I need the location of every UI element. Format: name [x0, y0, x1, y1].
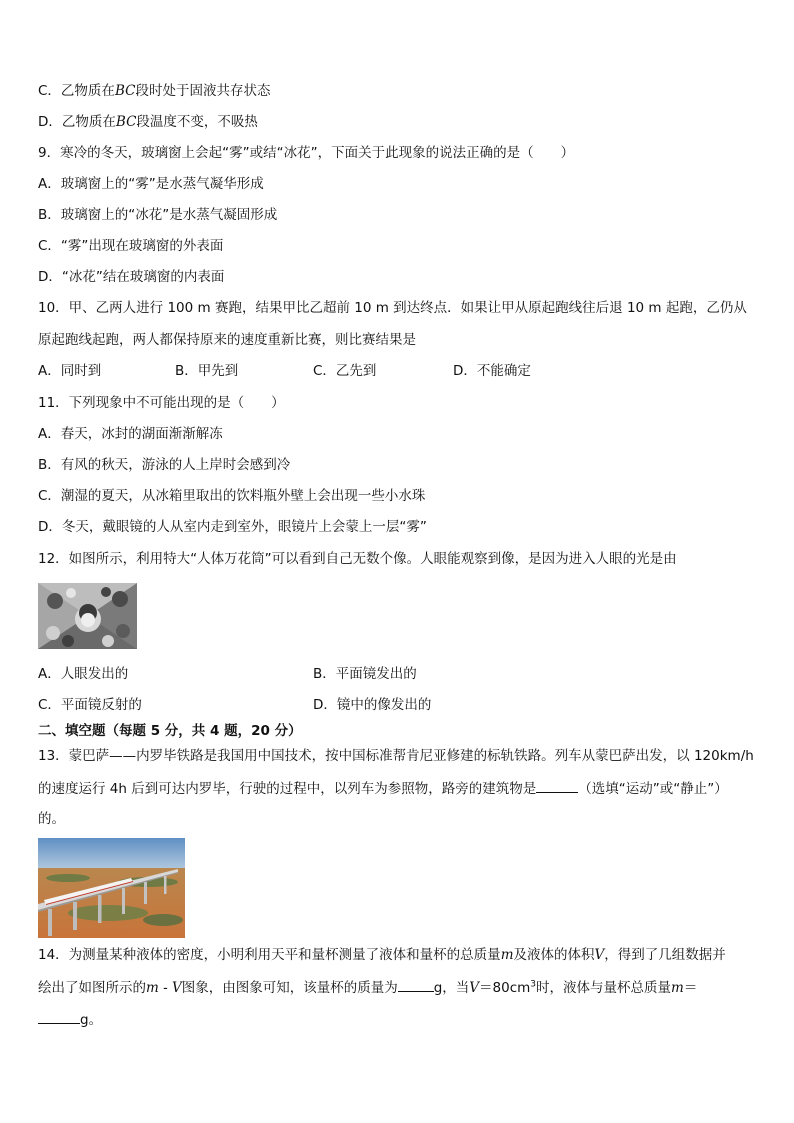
- var-m: m: [500, 947, 514, 963]
- q10-stem-line2: 原起跑线起跑，两人都保持原来的速度重新比赛，则比赛结果是: [38, 332, 416, 348]
- q11-stem: 11．下列现象中不可能出现的是（ ）: [38, 395, 285, 411]
- var-v: V: [469, 980, 480, 996]
- q10-option-b: B．甲先到: [175, 363, 239, 379]
- q14-stem-line3: g。: [38, 1009, 102, 1030]
- var-bc: BC: [115, 114, 137, 130]
- q10-option-c: C．乙先到: [313, 363, 377, 379]
- q9-stem: 9．寒冷的冬天，玻璃窗上会起“雾”或结“冰花”，下面关于此现象的说法正确的是（ ）: [38, 145, 575, 161]
- kaleidoscope-photo: [38, 583, 137, 649]
- var-v: V: [594, 947, 605, 963]
- q11-option-a: A．春天，冰封的湖面渐渐解冻: [38, 426, 223, 442]
- q13-stem-line1: 13．蒙巴萨——内罗毕铁路是我国用中国技术，按中国标准帮肯尼亚修建的标轨铁路。列车从蒙巴萨出发，以 120km/h: [38, 748, 754, 764]
- q9-option-c: C．“雾”出现在玻璃窗的外表面: [38, 238, 224, 254]
- q10-option-d: D．不能确定: [453, 363, 531, 379]
- q11-option-d: D．冬天，戴眼镜的人从室内走到室外，眼镜片上会蒙上一层“雾”: [38, 519, 427, 535]
- q14-stem-line2: 绘出了如图所示的m - V图象，由图象可知，该量杯的质量为 g，当$V=80cm^3$时，液体与量杯总质量m＝: [38, 977, 697, 998]
- q9-option-a: A．玻璃窗上的“雾”是水蒸气凝华形成: [38, 176, 264, 192]
- q8-option-c: C．乙物质在BC段时处于固液共存状态: [38, 83, 271, 99]
- var-m: m: [671, 980, 684, 996]
- q12-stem: 12．如图所示，利用特大“人体万花筒”可以看到自己无数个像。人眼能观察到像，是因为进入人眼的光是由: [38, 551, 677, 567]
- answer-blank: [398, 977, 434, 992]
- q12-option-b: B．平面镜发出的: [313, 666, 417, 682]
- q11-option-b: B．有风的秋天，游泳的人上岸时会感到冷: [38, 457, 291, 473]
- var-bc: BC: [114, 83, 136, 99]
- q12-option-c: C．平面镜反射的: [38, 697, 142, 713]
- q14-stem-line1: 14．为测量某种液体的密度，小明利用天平和量杯测量了液体和量杯的总质量m及液体的体积V，得到了几组数据并: [38, 947, 726, 963]
- q12-option-a: A．人眼发出的: [38, 666, 129, 682]
- var-m-v: m - V: [146, 980, 182, 996]
- q12-option-d: D．镜中的像发出的: [313, 697, 432, 713]
- q13-stem-line3: 的。: [38, 811, 65, 827]
- q10-option-a: A．同时到: [38, 363, 102, 379]
- q9-option-d: D．“冰花”结在玻璃窗的内表面: [38, 269, 225, 285]
- section-heading-fill-in: 二、填空题（每题 5 分，共 4 题，20 分）: [38, 723, 302, 739]
- q13-stem-line2: 的速度运行 4h 后到可达内罗毕，行驶的过程中，以列车为参照物，路旁的建筑物是 （选填“运动”或“静止”）: [38, 778, 728, 799]
- q10-stem-line1: 10．甲、乙两人进行 100 m 赛跑，结果甲比乙超前 10 m 到达终点．如果让甲从原起跑线往后退 10 m 起跑，乙仍从: [38, 300, 747, 316]
- q8-option-d: D．乙物质在BC段温度不变，不吸热: [38, 114, 258, 130]
- answer-blank: [38, 1009, 80, 1024]
- q9-option-b: B．玻璃窗上的“冰花”是水蒸气凝固形成: [38, 207, 278, 223]
- q11-option-c: C．潮湿的夏天，从冰箱里取出的饮料瓶外壁上会出现一些小水珠: [38, 488, 426, 504]
- railway-viaduct-photo: [38, 838, 185, 938]
- answer-blank: [536, 778, 578, 793]
